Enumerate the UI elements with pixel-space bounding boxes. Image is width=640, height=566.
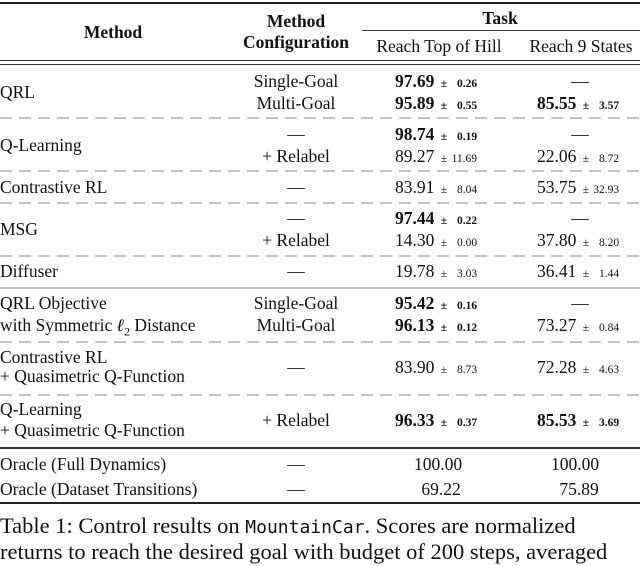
dashed-separator [0,170,640,172]
config-cell: + Relabel [262,146,330,166]
score-cell: 96.13 ± 0.12 [395,315,478,335]
method-contrastive-rl-qq-line2: + Quasimetric Q-Function [0,366,185,386]
score-cell: 89.27 ± 11.69 [395,146,478,166]
dashed-separator [0,255,640,257]
dashed-separator [0,202,640,204]
header-reach-9-states: Reach 9 States [529,36,633,56]
config-cell: Single-Goal [253,293,339,313]
score-cell: 100.00 [413,454,463,474]
score-cell: 96.33 ± 0.37 [395,410,478,430]
config-cell: + Relabel [262,410,330,430]
config-cell: — [287,454,305,474]
top-rule [0,2,640,4]
score-cell: 14.30 ± 0.00 [395,230,478,250]
score-cell: 37.80 ± 8.20 [537,230,620,250]
header-double-rule-1 [0,60,640,61]
score-cell: 98.74 ± 0.19 [395,124,478,144]
config-cell: Single-Goal [253,71,339,91]
method-contrastive-rl: Contrastive RL [0,177,108,197]
section-separator [0,287,640,289]
method-oracle-full-dynamics: Oracle (Full Dynamics) [0,454,167,474]
score-cell: 95.89 ± 0.55 [395,93,478,113]
oracle-separator [0,447,640,449]
score-cell: 72.28 ± 4.63 [537,357,620,377]
dashed-separator [0,117,640,119]
config-cell: + Relabel [262,230,330,250]
score-cell: 36.41 ± 1.44 [537,261,620,281]
header-task: Task [482,8,518,28]
score-cell: 69.22 [421,479,461,499]
score-cell: 73.27 ± 0.84 [537,315,620,335]
header-config-line1: Method [266,11,326,31]
score-cell-empty: — [571,71,589,91]
table-caption-line2: returns to reach the desired goal with budget of 200 steps, averaged [0,539,608,564]
score-cell: 100.00 [550,454,600,474]
header-method: Method [83,22,143,42]
method-q-learning: Q-Learning [0,135,82,155]
header-double-rule-2 [0,64,640,65]
header-config-line2: Configuration [243,32,349,52]
config-cell: — [287,479,305,499]
score-cell-empty: — [571,124,589,144]
config-cell: — [287,357,305,377]
score-cell: 53.75 ± 32.93 [537,177,620,197]
method-qrl-objective-line2: with Symmetric ℓ$_2$ Distance [0,315,196,339]
score-cell: 75.89 [559,479,599,499]
config-cell: — [287,124,305,144]
config-cell: — [287,261,305,281]
method-qrl: QRL [0,82,35,102]
config-cell: — [287,177,305,197]
score-cell: 97.69 ± 0.26 [395,71,478,91]
method-q-learning-qq-line2: + Quasimetric Q-Function [0,420,185,440]
method-msg: MSG [0,219,38,239]
method-contrastive-rl-qq-line1: Contrastive RL [0,347,108,367]
score-cell: 22.06 ± 8.72 [537,146,620,166]
bottom-rule [0,502,640,504]
config-cell: — [287,208,305,228]
dashed-separator [0,394,640,396]
header-reach-top-of-hill: Reach Top of Hill [376,36,502,56]
score-cell: 85.55 ± 3.57 [537,93,620,113]
method-oracle-dataset-transitions: Oracle (Dataset Transitions) [0,479,198,499]
score-cell: 83.91 ± 8.04 [395,177,478,197]
score-cell-empty: — [571,293,589,313]
score-cell: 95.42 ± 0.16 [395,293,478,313]
score-cell: 83.90 ± 8.73 [395,357,478,377]
config-cell: Multi-Goal [256,93,336,113]
method-q-learning-qq-line1: Q-Learning [0,399,82,419]
config-cell: Multi-Goal [256,315,336,335]
method-qrl-objective-line1: QRL Objective [0,293,107,313]
method-diffuser: Diffuser [0,261,58,281]
score-cell: 97.44 ± 0.22 [395,208,478,228]
score-cell-empty: — [571,208,589,228]
task-underline [362,30,640,31]
score-cell: 19.78 ± 3.03 [395,261,478,281]
score-cell: 85.53 ± 3.69 [537,410,620,430]
table-caption-line1: Table 1: Control results on MountainCar. Scores are normalized [0,513,576,538]
